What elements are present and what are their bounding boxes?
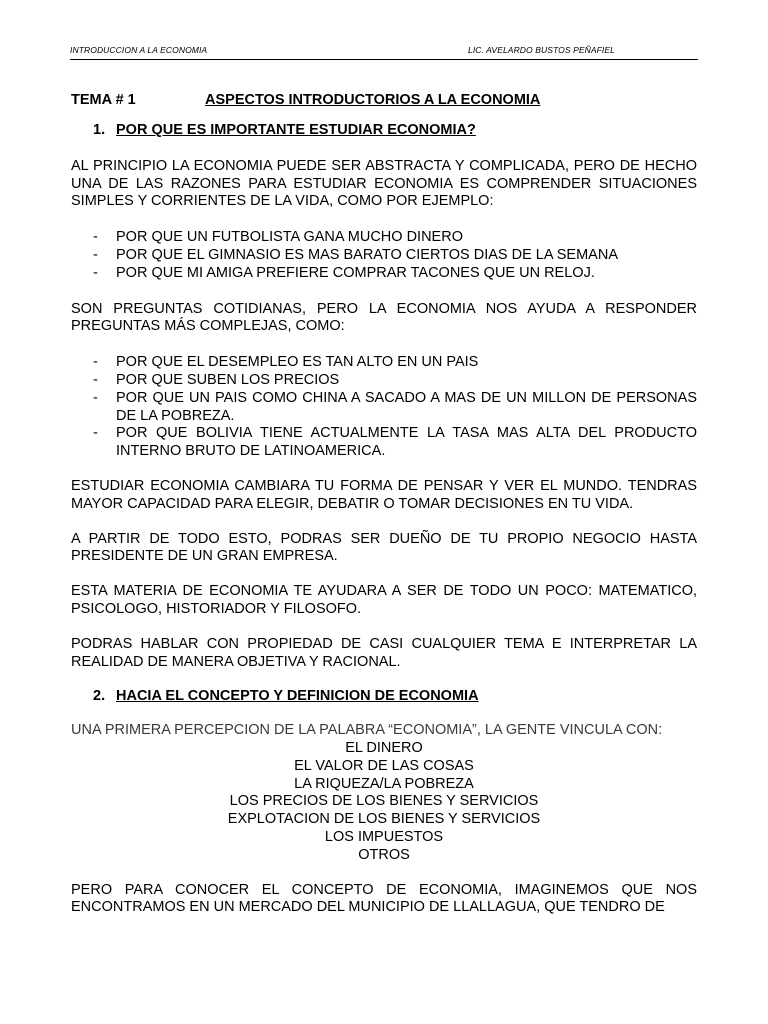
list-item: - POR QUE EL GIMNASIO ES MAS BARATO CIERTOS DIAS DE LA SEMANA: [93, 246, 618, 263]
section-1-heading: [71, 122, 697, 140]
associations-list: [71, 740, 697, 865]
list-item: - POR QUE SUBEN LOS PRECIOS: [93, 371, 340, 388]
section-2-number: 2.: [93, 688, 106, 705]
section-2-title: HACIA EL CONCEPTO Y DEFINICION DE ECONOMIA: [116, 688, 479, 705]
complex-questions-list: [71, 354, 697, 461]
header-author: LIC. AVELARDO BUSTOS PEÑAFIEL: [468, 45, 615, 55]
paragraph-think-differently: ESTUDIAR ECONOMIA CAMBIARA TU FORMA DE PENSAR Y VER EL MUNDO. TENDRAS MAYOR CAPACIDAD PARA ELEGIR, DEBATIR O TOMAR DECISIONES EN TU VIDA.: [71, 477, 697, 512]
list-item: - POR QUE UN FUTBOLISTA GANA MUCHO DINERO: [93, 229, 463, 246]
list-item: - POR QUE MI AMIGA PREFIERE COMPRAR TACONES QUE UN RELOJ.: [93, 264, 595, 281]
simple-questions-list: [71, 229, 697, 282]
list-item: - POR QUE EL DESEMPLEO ES TAN ALTO EN UN PAIS: [93, 354, 479, 371]
section-2-heading: [71, 688, 697, 706]
section-1-title: POR QUE ES IMPORTANTE ESTUDIAR ECONOMIA?: [116, 122, 476, 138]
tema-heading: [71, 92, 697, 110]
section-1-number: 1.: [93, 122, 106, 138]
paragraph-own-business: A PARTIR DE TODO ESTO, PODRAS SER DUEÑO DE TU PROPIO NEGOCIO HASTA PRESIDENTE DE UN GRAN EMPRESA.: [71, 530, 697, 565]
list-item: EL VALOR DE LAS COSAS: [294, 757, 474, 774]
complex-questions-intro: SON PREGUNTAS COTIDIANAS, PERO LA ECONOMIA NOS AYUDA A RESPONDER PREGUNTAS MÁS COMPLEJAS, COMO:: [71, 300, 697, 335]
section-1-intro: AL PRINCIPIO LA ECONOMIA PUEDE SER ABSTRACTA Y COMPLICADA, PERO DE HECHO UNA DE LAS RAZONES PARA ESTUDIAR ECONOMIA ES COMPRENDER SITUACIONES SIMPLES Y CORRIENTES DE LA VIDA, COMO POR EJEMPLO:: [71, 157, 697, 210]
closing-paragraph: PERO PARA CONOCER EL CONCEPTO DE ECONOMIA, IMAGINEMOS QUE NOS ENCONTRAMOS EN UN MERCADO DEL MUNICIPIO DE LLALLAGUA, QUE TENDRO DE: [71, 881, 697, 916]
list-item: EXPLOTACION DE LOS BIENES Y SERVICIOS: [227, 811, 541, 828]
document-body: [71, 92, 697, 917]
list-item: - POR QUE BOLIVIA TIENE ACTUALMENTE LA TASA MAS ALTA DEL PRODUCTO INTERNO BRUTO DE LATINOAMERICA.: [93, 425, 697, 460]
tema-title: ASPECTOS INTRODUCTORIOS A LA ECONOMIA: [205, 92, 541, 108]
list-item: LA RIQUEZA/LA POBREZA: [294, 775, 474, 792]
header-course-title: INTRODUCCION A LA ECONOMIA: [70, 45, 208, 55]
paragraph-speak-with-authority: PODRAS HABLAR CON PROPIEDAD DE CASI CUALQUIER TEMA E INTERPRETAR LA REALIDAD DE MANERA OBJETIVA Y RACIONAL.: [71, 635, 697, 670]
running-header: [70, 44, 698, 60]
list-item: - POR QUE UN PAIS COMO CHINA A SACADO A MAS DE UN MILLON DE PERSONAS DE LA POBREZA.: [93, 389, 697, 424]
paragraph-a-bit-of-everything: ESTA MATERIA DE ECONOMIA TE AYUDARA A SER DE TODO UN POCO: MATEMATICO, PSICOLOGO, HISTORIADOR Y FILOSOFO.: [71, 583, 697, 617]
tema-label: TEMA # 1: [71, 92, 136, 108]
section-2-intro: UNA PRIMERA PERCEPCION DE LA PALABRA “ECONOMIA”, LA GENTE VINCULA CON:: [71, 722, 663, 739]
list-item: EL DINERO: [345, 739, 423, 756]
list-item: OTROS: [358, 846, 410, 863]
list-item: LOS PRECIOS DE LOS BIENES Y SERVICIOS: [229, 793, 539, 810]
list-item: LOS IMPUESTOS: [324, 828, 444, 845]
